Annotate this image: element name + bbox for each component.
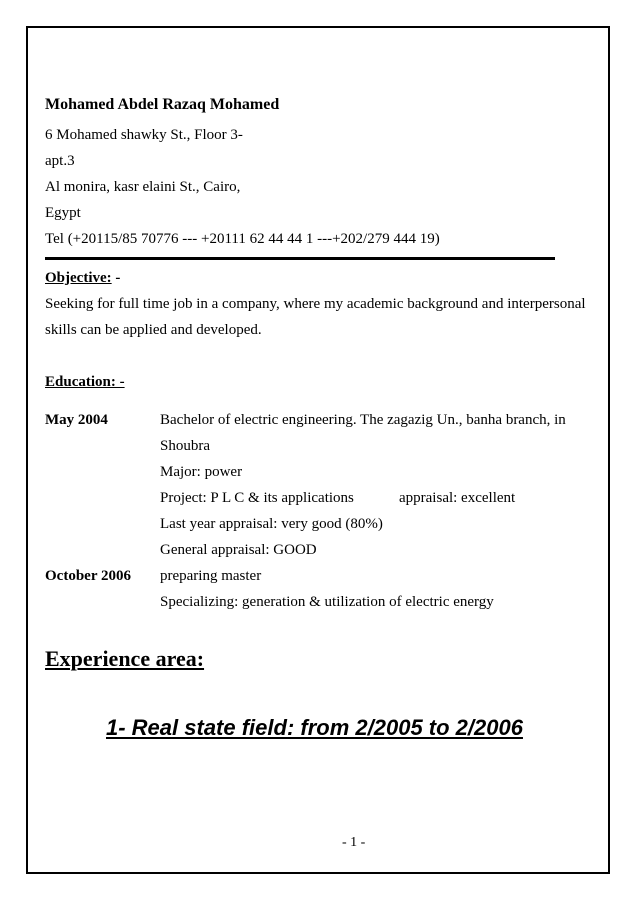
candidate-name: Mohamed Abdel Razaq Mohamed	[45, 96, 280, 113]
address-line-4: Egypt	[45, 205, 81, 221]
education-1-project-appraisal: appraisal: excellent	[399, 490, 516, 506]
page-border	[26, 26, 610, 874]
objective-text-line-1: Seeking for full time job in a company, where my academic background and interpersonal	[45, 296, 586, 312]
address-line-3: Al monira, kasr elaini St., Cairo,	[45, 179, 241, 195]
page-number: - 1 -	[342, 835, 366, 850]
objective-text-line-2: skills can be applied and developed.	[45, 322, 262, 338]
address-line-1: 6 Mohamed shawky St., Floor 3-	[45, 127, 243, 143]
telephone-line: Tel (+20115/85 70776 --- +20111 62 44 44 1 ---+202/279 444 19)	[45, 231, 440, 247]
education-date-2: October 2006	[45, 568, 131, 584]
education-1-general-appraisal: General appraisal: GOOD	[160, 542, 317, 558]
objective-heading-suffix: -	[111, 270, 121, 286]
experience-heading: Experience area:	[45, 646, 205, 671]
objective-heading-row	[45, 270, 120, 287]
header-divider	[45, 257, 555, 260]
address-line-2: apt.3	[45, 153, 75, 169]
objective-heading: Objective:	[45, 270, 112, 286]
education-1-last-year-appraisal: Last year appraisal: very good (80%)	[160, 516, 383, 532]
education-2-line-1: preparing master	[160, 568, 262, 584]
education-1-major: Major: power	[160, 464, 243, 480]
education-1-line-2: Shoubra	[160, 438, 210, 454]
education-1-line-1: Bachelor of electric engineering. The zagazig Un., banha branch, in	[160, 412, 566, 428]
education-heading: Education: -	[45, 374, 125, 390]
experience-item-1: 1- Real state field: from 2/2005 to 2/2006	[106, 715, 523, 740]
education-date-1: May 2004	[45, 412, 108, 428]
education-2-line-2: Specializing: generation & utilization of electric energy	[160, 594, 494, 610]
education-1-project: Project: P L C & its applications	[160, 490, 354, 506]
